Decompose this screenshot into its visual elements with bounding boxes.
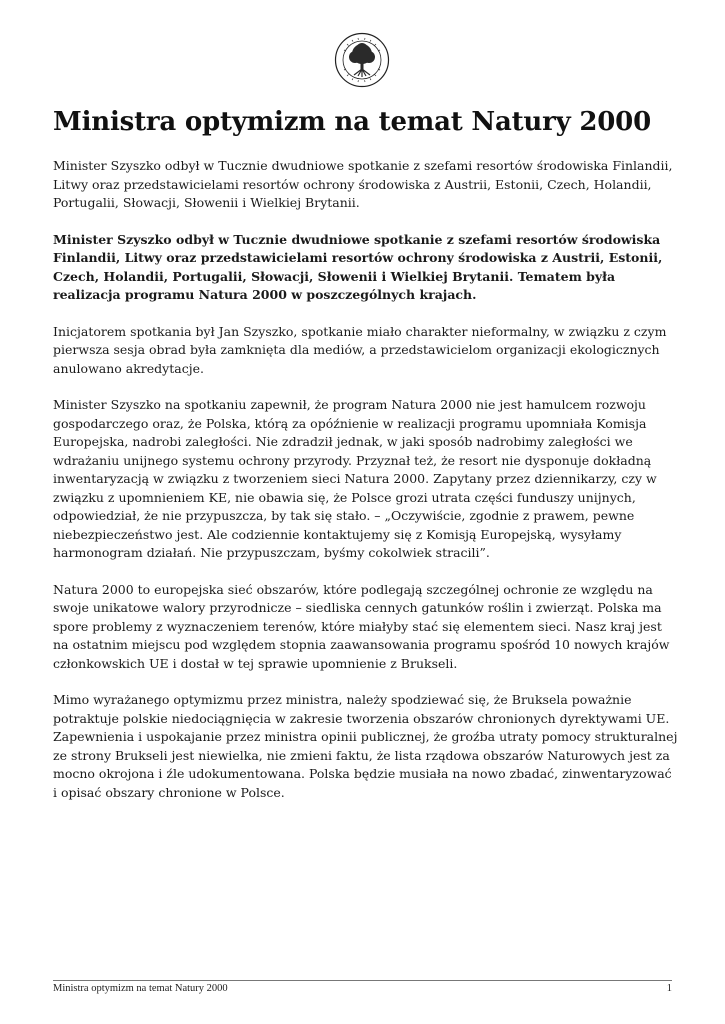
page-number: 1 [666, 983, 672, 994]
organization-logo [334, 32, 390, 88]
footer-divider [53, 980, 672, 981]
footer-title: Ministra optymizm na temat Natury 2000 [53, 983, 228, 994]
lead-paragraph: Minister Szyszko odbył w Tucznie dwudniowe spotkanie z szefami resortów środowiska Finlandii, Litwy oraz przedstawicielami resortów ochrony środowiska z Austrii, Estonii, Czech, Holandii, Portugalii, Słowacji, Słowenii i Wielkiej Brytanii. Tematem była realizacja programu Natura 2000 w poszczególnych krajach. [53, 231, 663, 302]
body-paragraph: Inicjatorem spotkania był Jan Szyszko, spotkanie miało charakter nieformalny, w związku z czym pierwsza sesja obrad była zamknięta dla mediów, a przedstawicielom organizacji ekologicznych anulowano akredytacje. [53, 323, 667, 376]
body-paragraph: Minister Szyszko na spotkaniu zapewnił, że program Natura 2000 nie jest hamulcem rozwoju gospodarczego oraz, że Polska, którą za opóźnienie w realizacji programu upomniała Komisja Europejska, nadrobi zaległości. Nie zdradził jednak, w jaki sposób nadrobimy zaległości we wdrażaniu unijnego systemu ochrony przyrody. Przyznał też, że resort nie dysponuje dokładną inwentaryzacją w związku z tworzeniem sieci Natura 2000. Zapytany przez dziennikarzy, czy w związku z upomnieniem KE, nie obawia się, że Polsce grozi utrata części funduszy unijnych, odpowiedział, że nie przypuszcza, by tak się stało. – „Oczywiście, zgodnie z prawem, pewne niebezpieczeństwo jest. Ale codziennie kontaktujemy się z Komisją Europejską, wysyłamy harmonogram działań. Nie przypuszczam, byśmy cokolwiek stracili”. [53, 397, 657, 560]
intro-paragraph: Minister Szyszko odbył w Tucznie dwudniowe spotkanie z szefami resortów środowiska Finlandii, Litwy oraz przedstawicielami resortów ochrony środowiska z Austrii, Estonii, Czech, Holandii, Portugalii, Słowacji, Słowenii i Wielkiej Brytanii. [53, 158, 673, 210]
tree-seal-icon [334, 32, 390, 88]
page-title: Ministra optymizm na temat Natury 2000 [53, 107, 651, 137]
article-body [53, 157, 678, 820]
body-paragraph: Mimo wyrażanego optymizmu przez ministra, należy spodziewać się, że Bruksela poważnie potraktuje polskie niedociągnięcia w zakresie tworzenia obszarów chronionych dyrektywami UE. Zapewnienia i uspokajanie przez ministra opinii publicznej, że groźba utraty pomocy strukturalnej ze strony Brukseli jest niewielka, nie zmieni faktu, że lista rządowa obszarów Naturowych jest za mocno okrojona i źle udokumentowana. Polska będzie musiała na nowo zbadać, zinwentaryzować i opisać obszary chronione w Polsce. [53, 692, 678, 800]
body-paragraph: Natura 2000 to europejska sieć obszarów, które podlegają szczególnej ochronie ze względu na swoje unikatowe walory przyrodnicze – siedliska cennych gatunków roślin i zwierząt. Polska ma spore problemy z wyznaczeniem terenów, które miałyby stać się elementem sieci. Nasz kraj jest na ostatnim miejscu pod względem stopnia zaawansowania programu spośród 10 nowych krajów członkowskich UE i dostał w tej sprawie upomnienie z Brukseli. [53, 581, 670, 671]
